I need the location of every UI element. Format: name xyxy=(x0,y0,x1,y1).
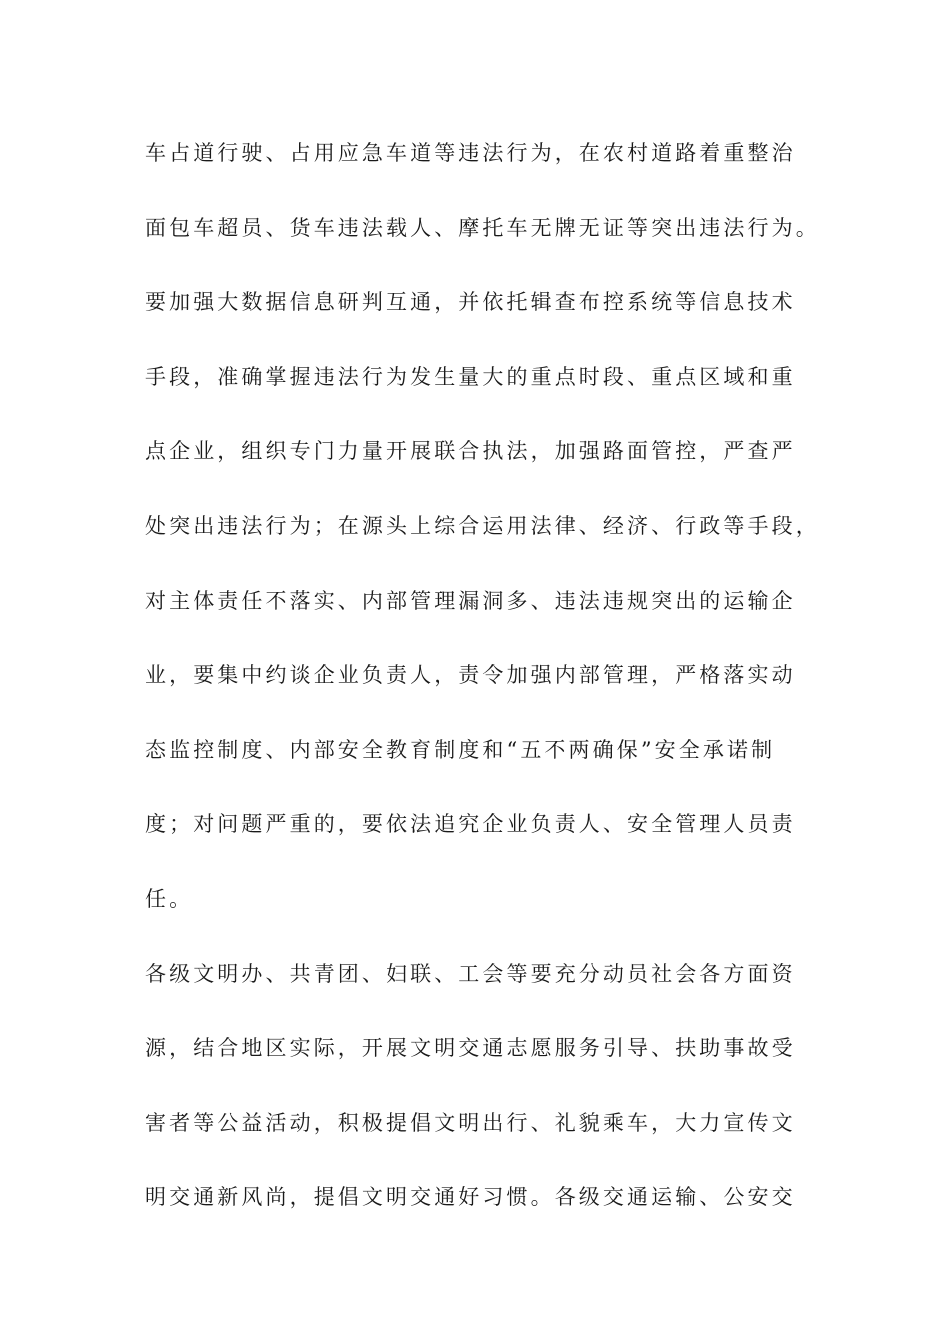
text-line-11: 任。 xyxy=(145,886,194,911)
text-line-9: 态监控制度、内部安全教育制度和“五不两确保”安全承诺制 xyxy=(145,737,776,762)
text-line-8: 业，要集中约谈企业负责人，责令加强内部管理，严格落实动 xyxy=(145,663,796,688)
text-line-10: 度；对问题严重的，要依法追究企业负责人、安全管理人员责 xyxy=(145,812,796,837)
text-line-15: 明交通新风尚，提倡文明交通好习惯。各级交通运输、公安交 xyxy=(145,1185,796,1210)
body-text xyxy=(145,128,845,1247)
text-line-14: 害者等公益活动，积极提倡文明出行、礼貌乘车，大力宣传文 xyxy=(145,1110,796,1135)
text-line-1: 车占道行驶、占用应急车道等违法行为，在农村道路着重整治 xyxy=(145,141,796,165)
text-line-7: 对主体责任不落实、内部管理漏洞多、违法违规突出的运输企 xyxy=(145,588,796,613)
text-line-12: 各级文明办、共青团、妇联、工会等要充分动员社会各方面资 xyxy=(145,961,796,986)
text-line-4: 手段，准确掌握违法行为发生量大的重点时段、重点区域和重 xyxy=(145,364,796,389)
text-line-3: 要加强大数据信息研判互通，并依托辑查布控系统等信息技术 xyxy=(145,290,796,315)
text-line-2: 面包车超员、货车违法载人、摩托车无牌无证等突出违法行为。 xyxy=(145,215,820,240)
text-line-13: 源，结合地区实际，开展文明交通志愿服务引导、扶助事故受 xyxy=(145,1036,796,1061)
text-line-6: 处突出违法行为；在源头上综合运用法律、经济、行政等手段， xyxy=(145,513,820,538)
text-line-5: 点企业，组织专门力量开展联合执法，加强路面管控，严查严 xyxy=(145,439,796,464)
